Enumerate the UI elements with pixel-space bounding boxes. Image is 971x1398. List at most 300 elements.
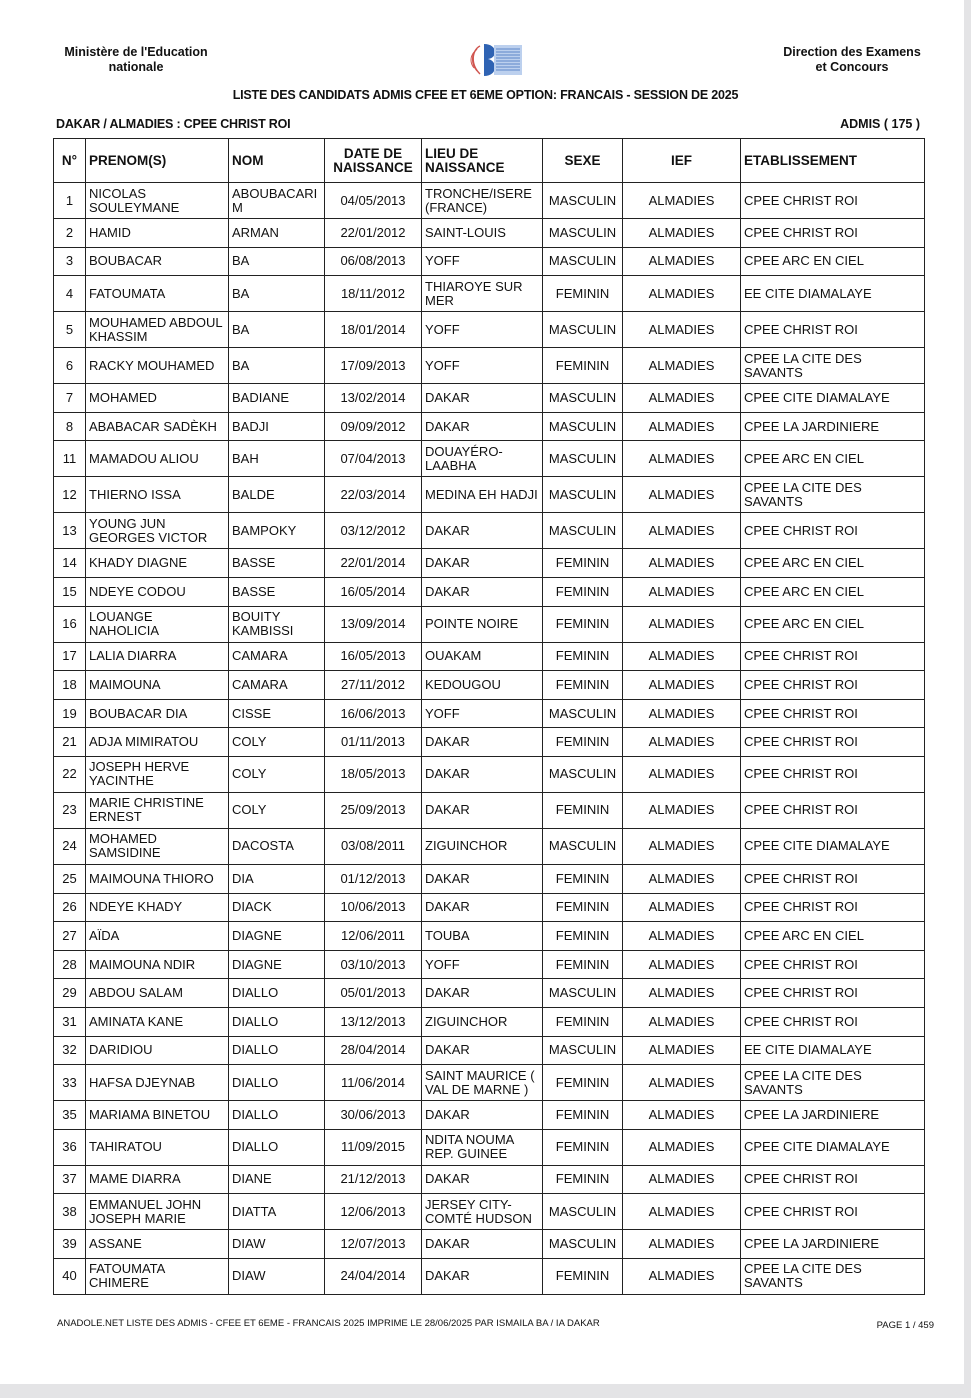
cell-date: 03/10/2013 [325, 950, 422, 979]
cell-nom: BADJI [229, 412, 325, 441]
cell-etablissement: EE CITE DIAMALAYE [741, 276, 925, 312]
cell-ief: ALMADIES [623, 513, 741, 549]
cell-nom: CAMARA [229, 671, 325, 700]
table-row [54, 247, 925, 276]
cell-number: 16 [54, 606, 86, 642]
cell-lieu: DAKAR [422, 979, 543, 1008]
cell-sexe: FEMININ [543, 950, 623, 979]
page-number: PAGE 1 / 459 [876, 1320, 934, 1331]
cell-date: 11/09/2015 [325, 1129, 422, 1165]
cell-sexe: FEMININ [543, 922, 623, 951]
cell-sexe: MASCULIN [543, 1194, 623, 1230]
table-row [54, 513, 925, 549]
cell-ief: ALMADIES [623, 606, 741, 642]
cell-ief: ALMADIES [623, 756, 741, 792]
cell-sexe: FEMININ [543, 864, 623, 893]
cell-prenom: FATOUMATA [86, 276, 229, 312]
table-row [54, 1194, 925, 1230]
cell-nom: BASSE [229, 577, 325, 606]
cell-prenom: NICOLAS SOULEYMANE [86, 183, 229, 219]
admis-count: ADMIS ( 175 ) [840, 117, 920, 131]
cell-etablissement: CPEE CITE DIAMALAYE [741, 1129, 925, 1165]
cell-lieu: DOUAYÉRO-LAABHA [422, 441, 543, 477]
cell-etablissement: CPEE CHRIST ROI [741, 1194, 925, 1230]
cell-date: 17/09/2013 [325, 348, 422, 384]
table-row [54, 606, 925, 642]
table-row [54, 312, 925, 348]
cell-sexe: FEMININ [543, 276, 623, 312]
cell-date: 22/01/2012 [325, 219, 422, 248]
cell-lieu: DAKAR [422, 1036, 543, 1065]
table-row [54, 577, 925, 606]
cell-date: 22/01/2014 [325, 549, 422, 578]
cell-lieu: POINTE NOIRE [422, 606, 543, 642]
table-row [54, 441, 925, 477]
cell-ief: ALMADIES [623, 1007, 741, 1036]
cell-etablissement: CPEE CHRIST ROI [741, 642, 925, 671]
cell-date: 04/05/2013 [325, 183, 422, 219]
cell-nom: DIAGNE [229, 950, 325, 979]
cell-sexe: MASCULIN [543, 513, 623, 549]
cell-ief: ALMADIES [623, 642, 741, 671]
cell-ief: ALMADIES [623, 864, 741, 893]
cell-date: 07/04/2013 [325, 441, 422, 477]
cell-sexe: FEMININ [543, 1007, 623, 1036]
cell-sexe: FEMININ [543, 671, 623, 700]
cell-date: 01/11/2013 [325, 728, 422, 757]
cell-ief: ALMADIES [623, 1065, 741, 1101]
cell-etablissement: CPEE CHRIST ROI [741, 792, 925, 828]
cell-prenom: FATOUMATA CHIMERE [86, 1258, 229, 1294]
cell-lieu: DAKAR [422, 1258, 543, 1294]
cell-date: 12/07/2013 [325, 1230, 422, 1259]
cell-date: 13/12/2013 [325, 1007, 422, 1036]
cell-date: 16/05/2014 [325, 577, 422, 606]
cell-prenom: AÏDA [86, 922, 229, 951]
cell-lieu: OUAKAM [422, 642, 543, 671]
cell-sexe: MASCULIN [543, 756, 623, 792]
cell-nom: ABOUBACARI M [229, 183, 325, 219]
cell-nom: BAMPOKY [229, 513, 325, 549]
cell-nom: BALDE [229, 477, 325, 513]
cell-date: 18/11/2012 [325, 276, 422, 312]
cell-etablissement: CPEE CITE DIAMALAYE [741, 828, 925, 864]
ministry-line-2: nationale [108, 60, 164, 74]
cell-lieu: DAKAR [422, 756, 543, 792]
cell-nom: BA [229, 312, 325, 348]
cell-sexe: MASCULIN [543, 219, 623, 248]
document-title: LISTE DES CANDIDATS ADMIS CFEE ET 6EME OPTION: FRANCAIS - SESSION DE 2025 [232, 88, 739, 102]
cell-sexe: FEMININ [543, 728, 623, 757]
cell-sexe: FEMININ [543, 348, 623, 384]
column-header-nom: NOM [229, 139, 325, 183]
cell-date: 22/03/2014 [325, 477, 422, 513]
table-row [54, 828, 925, 864]
table-row [54, 699, 925, 728]
cell-nom: CAMARA [229, 642, 325, 671]
table-row [54, 922, 925, 951]
cell-etablissement: CPEE ARC EN CIEL [741, 247, 925, 276]
table-row [54, 792, 925, 828]
cell-ief: ALMADIES [623, 1101, 741, 1130]
cell-etablissement: CPEE LA JARDINIERE [741, 1230, 925, 1259]
cell-number: 32 [54, 1036, 86, 1065]
column-header-ief: IEF [623, 139, 741, 183]
cell-etablissement: CPEE CHRIST ROI [741, 312, 925, 348]
cell-prenom: NDEYE KHADY [86, 893, 229, 922]
table-row [54, 219, 925, 248]
cell-ief: ALMADIES [623, 979, 741, 1008]
cell-ief: ALMADIES [623, 950, 741, 979]
table-row [54, 477, 925, 513]
cell-sexe: FEMININ [543, 642, 623, 671]
cell-nom: DIA [229, 864, 325, 893]
cell-sexe: FEMININ [543, 1258, 623, 1294]
column-header-number: N° [54, 139, 86, 183]
table-row [54, 549, 925, 578]
cell-ief: ALMADIES [623, 1258, 741, 1294]
cell-prenom: BOUBACAR DIA [86, 699, 229, 728]
cell-date: 05/01/2013 [325, 979, 422, 1008]
cell-lieu: YOFF [422, 348, 543, 384]
cell-sexe: FEMININ [543, 792, 623, 828]
cell-prenom: MOHAMED SAMSIDINE [86, 828, 229, 864]
cell-sexe: MASCULIN [543, 312, 623, 348]
cell-number: 24 [54, 828, 86, 864]
table-row [54, 756, 925, 792]
cell-prenom: MARIE CHRISTINE ERNEST [86, 792, 229, 828]
cell-number: 4 [54, 276, 86, 312]
cell-prenom: MAMADOU ALIOU [86, 441, 229, 477]
cell-sexe: MASCULIN [543, 183, 623, 219]
table-row [54, 412, 925, 441]
cell-date: 10/06/2013 [325, 893, 422, 922]
cell-nom: DIAW [229, 1230, 325, 1259]
cell-nom: BA [229, 348, 325, 384]
cell-sexe: MASCULIN [543, 247, 623, 276]
column-header-sexe: SEXE [543, 139, 623, 183]
cell-lieu: TOUBA [422, 922, 543, 951]
cell-nom: BA [229, 276, 325, 312]
cell-etablissement: CPEE LA CITE DES SAVANTS [741, 1258, 925, 1294]
cell-number: 17 [54, 642, 86, 671]
cell-etablissement: CPEE LA JARDINIERE [741, 1101, 925, 1130]
table-row [54, 1230, 925, 1259]
cell-date: 18/05/2013 [325, 756, 422, 792]
ministry-logo-icon [458, 42, 526, 78]
cell-etablissement: CPEE ARC EN CIEL [741, 441, 925, 477]
cell-ief: ALMADIES [623, 1165, 741, 1194]
cell-etablissement: CPEE CHRIST ROI [741, 979, 925, 1008]
cell-ief: ALMADIES [623, 247, 741, 276]
cell-lieu: MEDINA EH HADJI [422, 477, 543, 513]
cell-lieu: DAKAR [422, 1101, 543, 1130]
cell-number: 36 [54, 1129, 86, 1165]
cell-ief: ALMADIES [623, 1036, 741, 1065]
table-row [54, 728, 925, 757]
table-row [54, 1129, 925, 1165]
cell-number: 27 [54, 922, 86, 951]
cell-sexe: FEMININ [543, 1129, 623, 1165]
cell-number: 8 [54, 412, 86, 441]
cell-lieu: JERSEY CITY-COMTÉ HUDSON [422, 1194, 543, 1230]
table-header-row [54, 139, 925, 183]
cell-nom: DIAW [229, 1258, 325, 1294]
cell-ief: ALMADIES [623, 276, 741, 312]
direction-line-2: et Concours [815, 60, 889, 74]
table-row [54, 1258, 925, 1294]
cell-date: 03/08/2011 [325, 828, 422, 864]
cell-nom: DIATTA [229, 1194, 325, 1230]
cell-lieu: YOFF [422, 950, 543, 979]
cell-date: 03/12/2012 [325, 513, 422, 549]
cell-number: 40 [54, 1258, 86, 1294]
cell-nom: DIAGNE [229, 922, 325, 951]
cell-sexe: MASCULIN [543, 477, 623, 513]
cell-etablissement: CPEE ARC EN CIEL [741, 922, 925, 951]
cell-etablissement: CPEE CHRIST ROI [741, 513, 925, 549]
cell-number: 39 [54, 1230, 86, 1259]
cell-nom: COLY [229, 756, 325, 792]
cell-etablissement: CPEE CHRIST ROI [741, 728, 925, 757]
cell-date: 13/02/2014 [325, 384, 422, 413]
cell-number: 37 [54, 1165, 86, 1194]
cell-prenom: EMMANUEL JOHN JOSEPH MARIE [86, 1194, 229, 1230]
cell-number: 3 [54, 247, 86, 276]
cell-etablissement: EE CITE DIAMALAYE [741, 1036, 925, 1065]
cell-number: 7 [54, 384, 86, 413]
cell-number: 21 [54, 728, 86, 757]
cell-nom: COLY [229, 728, 325, 757]
cell-ief: ALMADIES [623, 549, 741, 578]
table-row [54, 893, 925, 922]
cell-etablissement: CPEE CHRIST ROI [741, 756, 925, 792]
cell-lieu: DAKAR [422, 549, 543, 578]
cell-date: 01/12/2013 [325, 864, 422, 893]
cell-prenom: THIERNO ISSA [86, 477, 229, 513]
cell-number: 23 [54, 792, 86, 828]
cell-number: 22 [54, 756, 86, 792]
cell-number: 33 [54, 1065, 86, 1101]
candidates-table [53, 138, 925, 1295]
cell-lieu: YOFF [422, 312, 543, 348]
cell-sexe: MASCULIN [543, 1036, 623, 1065]
cell-nom: DIALLO [229, 1101, 325, 1130]
cell-prenom: TAHIRATOU [86, 1129, 229, 1165]
cell-sexe: MASCULIN [543, 828, 623, 864]
cell-etablissement: CPEE ARC EN CIEL [741, 577, 925, 606]
cell-ief: ALMADIES [623, 312, 741, 348]
cell-prenom: KHADY DIAGNE [86, 549, 229, 578]
direction-name [752, 45, 952, 75]
cell-sexe: MASCULIN [543, 412, 623, 441]
cell-date: 13/09/2014 [325, 606, 422, 642]
cell-ief: ALMADIES [623, 1230, 741, 1259]
cell-lieu: DAKAR [422, 1165, 543, 1194]
cell-lieu: ZIGUINCHOR [422, 1007, 543, 1036]
cell-nom: DIALLO [229, 1007, 325, 1036]
cell-date: 24/04/2014 [325, 1258, 422, 1294]
cell-etablissement: CPEE LA CITE DES SAVANTS [741, 477, 925, 513]
cell-number: 12 [54, 477, 86, 513]
table-row [54, 348, 925, 384]
cell-lieu: SAINT-LOUIS [422, 219, 543, 248]
table-row [54, 384, 925, 413]
cell-prenom: ABDOU SALAM [86, 979, 229, 1008]
cell-prenom: NDEYE CODOU [86, 577, 229, 606]
table-row [54, 1065, 925, 1101]
cell-date: 06/08/2013 [325, 247, 422, 276]
cell-sexe: FEMININ [543, 577, 623, 606]
cell-etablissement: CPEE LA JARDINIERE [741, 412, 925, 441]
cell-number: 18 [54, 671, 86, 700]
cell-nom: DIACK [229, 893, 325, 922]
cell-lieu: DAKAR [422, 728, 543, 757]
cell-lieu: DAKAR [422, 1230, 543, 1259]
table-row [54, 1007, 925, 1036]
cell-etablissement: CPEE LA CITE DES SAVANTS [741, 1065, 925, 1101]
cell-ief: ALMADIES [623, 577, 741, 606]
cell-nom: DIALLO [229, 1036, 325, 1065]
column-header-prenom: PRENOM(S) [86, 139, 229, 183]
cell-nom: BADIANE [229, 384, 325, 413]
cell-nom: BA [229, 247, 325, 276]
cell-lieu: DAKAR [422, 864, 543, 893]
cell-ief: ALMADIES [623, 792, 741, 828]
cell-nom: DIALLO [229, 979, 325, 1008]
cell-etablissement: CPEE ARC EN CIEL [741, 549, 925, 578]
cell-prenom: DARIDIOU [86, 1036, 229, 1065]
cell-sexe: MASCULIN [543, 699, 623, 728]
cell-etablissement: CPEE CHRIST ROI [741, 864, 925, 893]
cell-etablissement: CPEE CITE DIAMALAYE [741, 384, 925, 413]
cell-lieu: DAKAR [422, 577, 543, 606]
cell-prenom: ASSANE [86, 1230, 229, 1259]
cell-lieu: YOFF [422, 247, 543, 276]
cell-ief: ALMADIES [623, 671, 741, 700]
cell-prenom: LOUANGE NAHOLICIA [86, 606, 229, 642]
cell-ief: ALMADIES [623, 412, 741, 441]
table-row [54, 1165, 925, 1194]
cell-number: 31 [54, 1007, 86, 1036]
cell-nom: DACOSTA [229, 828, 325, 864]
cell-lieu: SAINT MAURICE ( VAL DE MARNE ) [422, 1065, 543, 1101]
cell-lieu: THIAROYE SUR MER [422, 276, 543, 312]
cell-prenom: MOHAMED [86, 384, 229, 413]
cell-number: 25 [54, 864, 86, 893]
cell-date: 09/09/2012 [325, 412, 422, 441]
cell-nom: CISSE [229, 699, 325, 728]
cell-prenom: YOUNG JUN GEORGES VICTOR [86, 513, 229, 549]
cell-nom: DIALLO [229, 1129, 325, 1165]
cell-nom: COLY [229, 792, 325, 828]
cell-etablissement: CPEE CHRIST ROI [741, 893, 925, 922]
cell-ief: ALMADIES [623, 441, 741, 477]
cell-number: 13 [54, 513, 86, 549]
ministry-line-1: Ministère de l'Education [64, 45, 208, 59]
cell-number: 35 [54, 1101, 86, 1130]
cell-lieu: ZIGUINCHOR [422, 828, 543, 864]
cell-date: 30/06/2013 [325, 1101, 422, 1130]
cell-prenom: MOUHAMED ABDOUL KHASSIM [86, 312, 229, 348]
cell-lieu: DAKAR [422, 412, 543, 441]
cell-sexe: FEMININ [543, 1165, 623, 1194]
cell-prenom: JOSEPH HERVE YACINTHE [86, 756, 229, 792]
cell-ief: ALMADIES [623, 219, 741, 248]
cell-lieu: TRONCHE/ISERE (FRANCE) [422, 183, 543, 219]
cell-prenom: MAIMOUNA [86, 671, 229, 700]
cell-date: 12/06/2011 [325, 922, 422, 951]
cell-ief: ALMADIES [623, 1194, 741, 1230]
cell-etablissement: CPEE CHRIST ROI [741, 699, 925, 728]
cell-date: 16/06/2013 [325, 699, 422, 728]
direction-line-1: Direction des Examens [783, 45, 921, 59]
cell-ief: ALMADIES [623, 828, 741, 864]
cell-number: 29 [54, 979, 86, 1008]
cell-date: 16/05/2013 [325, 642, 422, 671]
cell-prenom: ABABACAR SADÈKH [86, 412, 229, 441]
cell-prenom: MAME DIARRA [86, 1165, 229, 1194]
cell-etablissement: CPEE LA CITE DES SAVANTS [741, 348, 925, 384]
cell-ief: ALMADIES [623, 699, 741, 728]
cell-etablissement: CPEE CHRIST ROI [741, 219, 925, 248]
cell-prenom: RACKY MOUHAMED [86, 348, 229, 384]
cell-prenom: LALIA DIARRA [86, 642, 229, 671]
cell-lieu: DAKAR [422, 792, 543, 828]
cell-lieu: NDITA NOUMA REP. GUINEE [422, 1129, 543, 1165]
cell-prenom: MAIMOUNA THIORO [86, 864, 229, 893]
cell-number: 38 [54, 1194, 86, 1230]
cell-prenom: HAMID [86, 219, 229, 248]
cell-number: 19 [54, 699, 86, 728]
cell-prenom: BOUBACAR [86, 247, 229, 276]
cell-sexe: FEMININ [543, 1101, 623, 1130]
column-header-etablissement: ETABLISSEMENT [741, 139, 925, 183]
cell-etablissement: CPEE CHRIST ROI [741, 950, 925, 979]
cell-etablissement: CPEE CHRIST ROI [741, 183, 925, 219]
table-row [54, 1036, 925, 1065]
cell-ief: ALMADIES [623, 384, 741, 413]
cell-ief: ALMADIES [623, 922, 741, 951]
column-header-lieu: LIEU DE NAISSANCE [422, 139, 543, 183]
cell-nom: BOUITY KAMBISSI [229, 606, 325, 642]
cell-prenom: AMINATA KANE [86, 1007, 229, 1036]
cell-date: 11/06/2014 [325, 1065, 422, 1101]
cell-ief: ALMADIES [623, 1129, 741, 1165]
cell-date: 27/11/2012 [325, 671, 422, 700]
table-row [54, 864, 925, 893]
cell-sexe: FEMININ [543, 893, 623, 922]
table-row [54, 979, 925, 1008]
cell-lieu: KEDOUGOU [422, 671, 543, 700]
cell-nom: BAH [229, 441, 325, 477]
cell-sexe: MASCULIN [543, 384, 623, 413]
cell-lieu: DAKAR [422, 384, 543, 413]
cell-date: 28/04/2014 [325, 1036, 422, 1065]
cell-number: 11 [54, 441, 86, 477]
cell-date: 18/01/2014 [325, 312, 422, 348]
cell-number: 26 [54, 893, 86, 922]
table-row [54, 183, 925, 219]
cell-number: 5 [54, 312, 86, 348]
cell-etablissement: CPEE CHRIST ROI [741, 671, 925, 700]
cell-lieu: YOFF [422, 699, 543, 728]
table-row [54, 642, 925, 671]
cell-nom: DIANE [229, 1165, 325, 1194]
cell-prenom: HAFSA DJEYNAB [86, 1065, 229, 1101]
cell-ief: ALMADIES [623, 477, 741, 513]
cell-nom: DIALLO [229, 1065, 325, 1101]
